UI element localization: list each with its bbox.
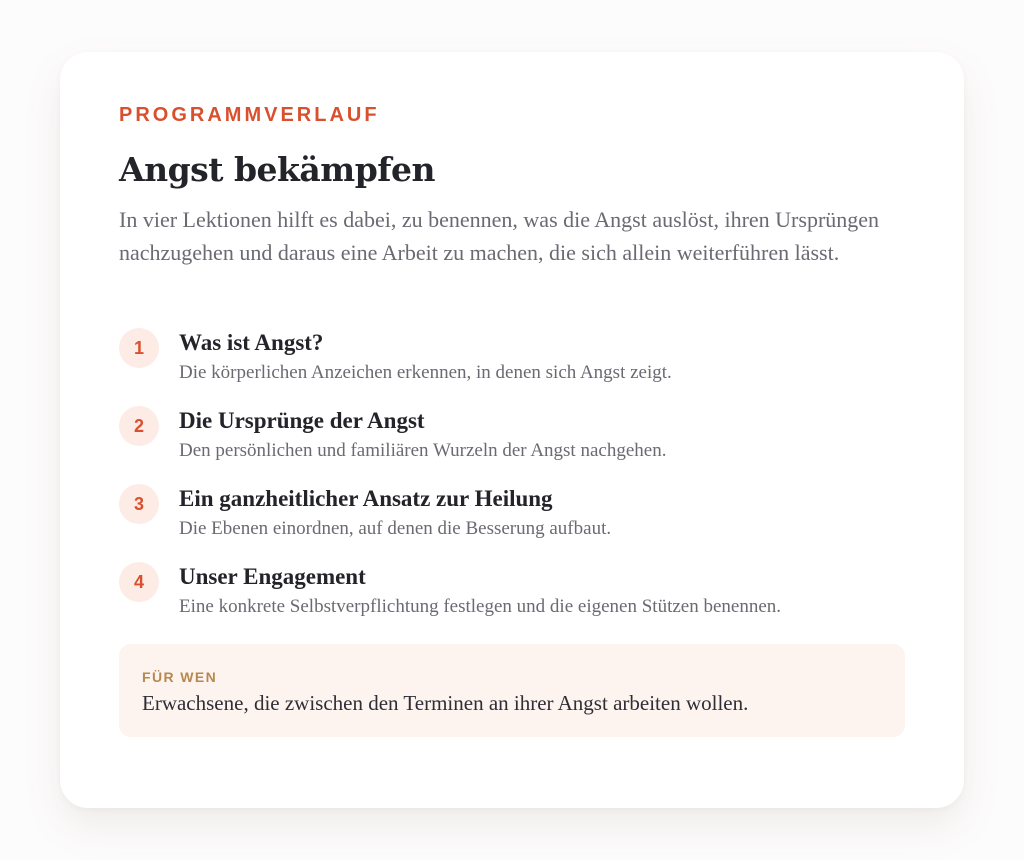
audience-text: Erwachsene, die zwischen den Terminen an ihrer Angst arbeiten wollen. <box>142 691 749 715</box>
lesson-description: Die Ebenen einordnen, auf denen die Besserung aufbaut. <box>179 518 612 539</box>
program-title: Angst bekämpfen <box>119 150 435 189</box>
program-card <box>60 52 964 808</box>
lesson-description: Die körperlichen Anzeichen erkennen, in denen sich Angst zeigt. <box>179 362 672 383</box>
section-eyebrow: PROGRAMMVERLAUF <box>119 104 380 126</box>
lesson-title: Was ist Angst? <box>179 330 324 355</box>
lesson-title: Unser Engagement <box>179 564 366 589</box>
lesson-item-2 <box>119 406 919 484</box>
lesson-number-badge: 2 <box>119 406 159 446</box>
lesson-description: Den persönlichen und familiären Wurzeln der Angst nachgehen. <box>179 440 667 461</box>
lesson-list <box>119 328 919 640</box>
program-description: In vier Lektionen hilft es dabei, zu benennen, was die Angst auslöst, ihren Ursprüngen nachzugehen und daraus eine Arbeit zu machen, die sich allein weiterführen lässt. <box>119 207 880 265</box>
audience-label: FÜR WEN <box>142 669 218 685</box>
lesson-item-4 <box>119 562 919 640</box>
lesson-number-badge: 1 <box>119 328 159 368</box>
audience-box <box>119 644 905 737</box>
lesson-number-badge: 4 <box>119 562 159 602</box>
lesson-number-badge: 3 <box>119 484 159 524</box>
lesson-title: Die Ursprünge der Angst <box>179 408 425 433</box>
lesson-item-3 <box>119 484 919 562</box>
lesson-title: Ein ganzheitlicher Ansatz zur Heilung <box>179 486 553 511</box>
lesson-item-1 <box>119 328 919 406</box>
lesson-description: Eine konkrete Selbstverpflichtung festlegen und die eigenen Stützen benennen. <box>179 596 782 617</box>
